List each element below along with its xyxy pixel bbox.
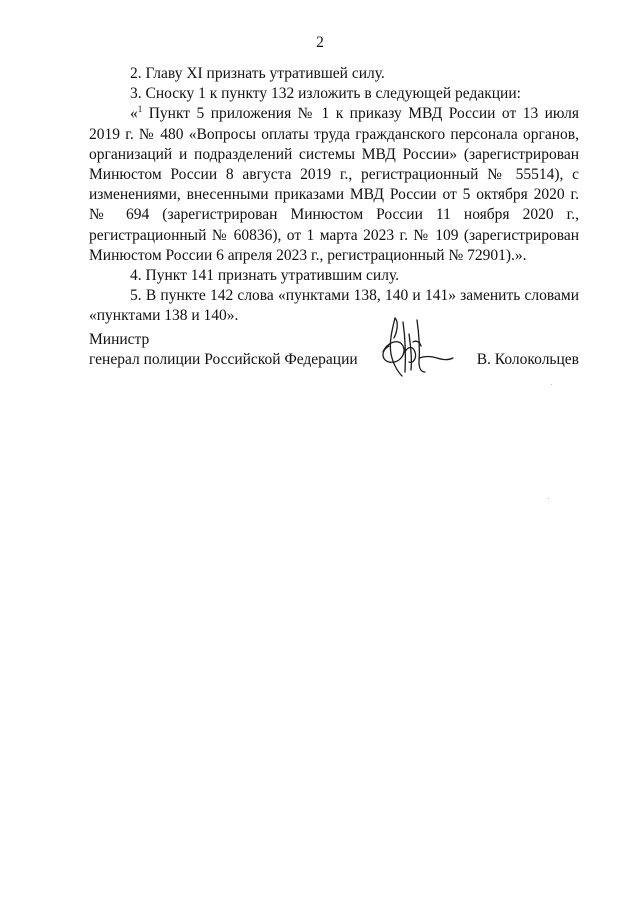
footnote-text-paragraph [89, 104, 579, 266]
scan-speck [551, 384, 552, 385]
paragraph-4 [89, 266, 579, 286]
paragraph-text: 4. Пункт 141 признать утратившим силу. [130, 267, 400, 285]
handwritten-signature [375, 312, 455, 380]
paragraph-text: Пункт 5 приложения № 1 к приказу МВД России от 13 июля 2019 г. № 480 «Вопросы оплаты труда гражданского персонала органов, организаций и подразделений системы МВД России» (зарегистрирован Минюстом России 8 августа 2019 г., регистрационный № 55514), с изменениями, внесенными приказами МВД России от 5 октября 2020 г. № 694 (зарегистрирован Минюстом России 11 ноября 2020 г., регистрационный № 60836), от 1 марта 2023 г. № 109 (зарегистрирован Минюстом России 6 апреля 2023 г., регистрационный № 72901).». [89, 105, 579, 264]
signatory-name: В. Колокольцев [476, 351, 579, 368]
opening-quote: « [130, 105, 138, 123]
signatory-title: Министр [89, 331, 150, 348]
paragraph-text: 2. Главу XI признать утратившей силу. [130, 65, 385, 82]
signatory-rank: генерал полиции Российской Федерации [89, 351, 358, 368]
document-body [89, 64, 579, 327]
paragraph-3 [89, 84, 579, 104]
paragraph-2 [89, 64, 579, 84]
page-number: 2 [316, 34, 324, 51]
scan-speck [548, 498, 549, 499]
paragraph-text: 3. Сноску 1 к пункту 132 изложить в следующей редакции: [130, 85, 521, 103]
paragraph-text: 5. В пункте 142 слова «пунктами 138, 140 и 141» заменить словами «пунктами 138 и 140». [89, 287, 579, 325]
paragraph-5 [89, 286, 579, 326]
signature-block [89, 330, 579, 370]
footnote-superscript: 1 [137, 104, 143, 115]
